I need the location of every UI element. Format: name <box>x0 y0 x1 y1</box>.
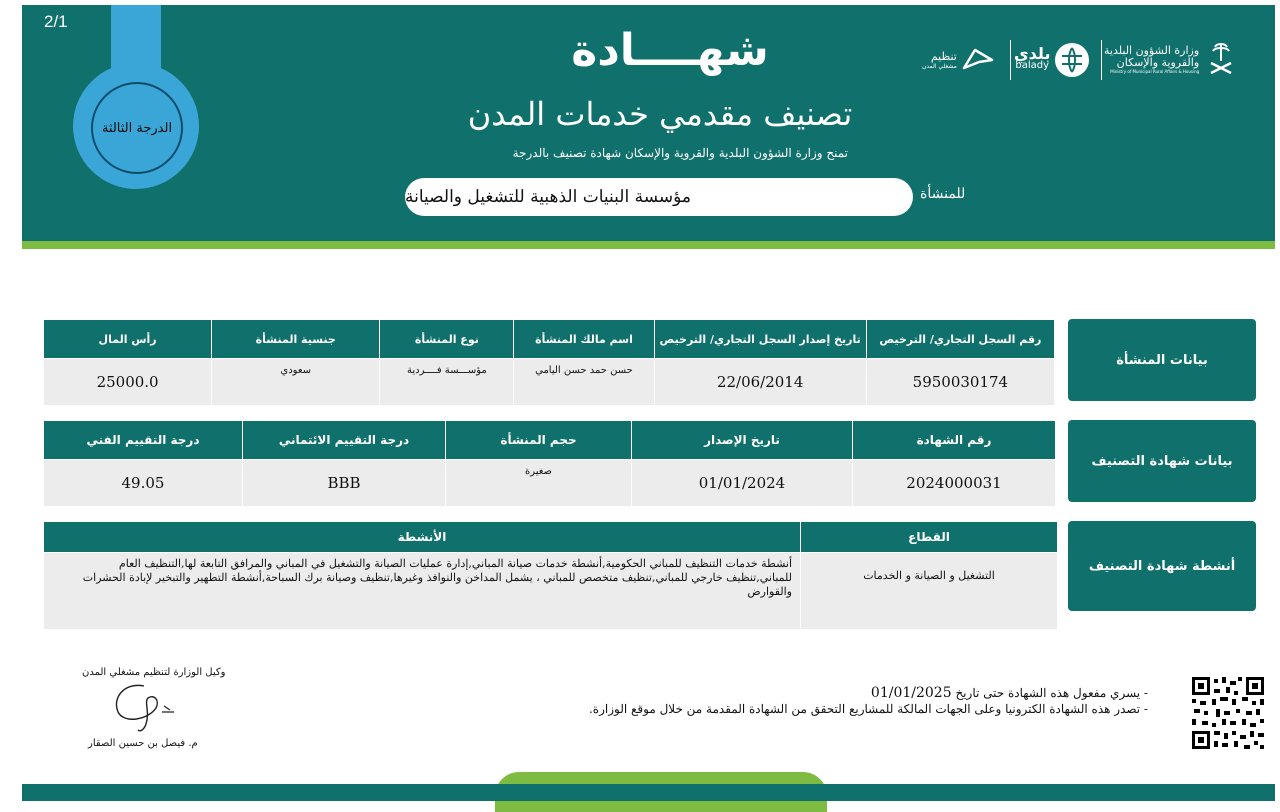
cell-technical-rating: 49.05 <box>44 460 243 507</box>
cell-cr-number: 5950030174 <box>866 359 1054 406</box>
entity-name: مؤسسة البنيات الذهبية للتشغيل والصيانة <box>405 187 691 207</box>
validity-prefix: - يسري مفعول هذه الشهادة حتى تاريخ <box>955 686 1148 700</box>
cell-entity-size: صغيرة <box>446 460 632 507</box>
ministry-logo-en: Ministry of Municipal Rural Affairs & Housing <box>1110 68 1200 74</box>
cell-cr-issue-date: 22/06/2014 <box>654 359 866 406</box>
validity-notes <box>588 685 1148 717</box>
cell-credit-rating: BBB <box>243 460 446 507</box>
baladi-logo-ar: بلدي <box>1014 44 1051 63</box>
table-row <box>44 359 1055 406</box>
header-credit-rating: درجة التقييم الائتماني <box>243 421 446 460</box>
cell-certificate-number: 2024000031 <box>853 460 1056 507</box>
ministry-logo-line2: والقروية والإسكان <box>1116 55 1200 69</box>
certificate-subtitle: تصنيف مقدمي خدمات المدن <box>467 95 853 133</box>
tanzeem-logo-icon <box>961 46 995 74</box>
ministry-logo-line1: وزارة الشؤون البلدية <box>1104 43 1200 57</box>
certificate-title: شهــــادة <box>571 25 769 76</box>
header-accent-line <box>22 241 1275 249</box>
section-label-activities: أنشطة شهادة التصنيف <box>1068 521 1256 611</box>
cell-sector: التشغيل و الصيانة و الخدمات <box>801 553 1058 630</box>
footer-bar <box>22 784 1275 801</box>
cell-capital: 25000.0 <box>44 359 212 406</box>
header-certificate-number: رقم الشهادة <box>853 421 1056 460</box>
table-row <box>44 553 1058 630</box>
validity-line <box>588 685 1148 701</box>
tanzeem-logo-line2: مشغلي المدن <box>922 62 957 70</box>
verification-note: - تصدر هذه الشهادة الكترونيا وعلى الجهات المالكة للمشاريع التحقق من الشهادة المقدمة من خلال موقع الوزارة. <box>588 702 1148 716</box>
header-issue-date: تاريخ الإصدار <box>632 421 853 460</box>
cell-nationality: سعودي <box>212 359 380 406</box>
header-sector: القطاع <box>801 522 1058 553</box>
cell-owner-name: حسن حمد حسن اليامي <box>514 359 654 406</box>
baladi-logo <box>1014 38 1098 82</box>
validity-date: 01/01/2025 <box>870 685 952 701</box>
section-label-classification-data: بيانات شهادة التصنيف <box>1068 420 1256 502</box>
qr-code-icon[interactable] <box>1190 675 1266 751</box>
table-row <box>44 460 1056 507</box>
header-activities: الأنشطة <box>44 522 801 553</box>
entity-label: للمنشأة <box>920 186 966 202</box>
header-capital: رأس المال <box>44 320 212 359</box>
badge-ribbon <box>111 5 161 80</box>
classification-data-table <box>43 420 1056 507</box>
table-header-row <box>44 320 1055 359</box>
header-cr-number: رقم السجل التجاري/ الترخيص <box>866 320 1054 359</box>
page-indicator: 2/1 <box>44 12 68 31</box>
table-header-row <box>44 421 1056 460</box>
cell-activities: أنشطة خدمات التنظيف للمباني الحكومية,أنشطة خدمات صيانة المباني,إدارة عمليات الصيانة والتشغيل في المباني والمرافق التابعة لها,التنظيف العام للمباني,تنظيف خارجي للمباني,تنظيف متخصص للمباني ، يشمل المداخن والنوافذ وغيرها,تنظيف وصيانة برك السباحة,أنشطة التطهير والتبخير لإبادة الحشرات والقوارض <box>44 553 801 630</box>
baladi-logo-en: balady <box>1015 60 1050 71</box>
baladi-logo-icon <box>1054 42 1090 78</box>
logo-separator <box>1010 40 1011 80</box>
signer-name: م. فيصل بن حسين الصقار <box>88 738 198 749</box>
header-entity-size: حجم المنشأة <box>446 421 632 460</box>
ministry-emblem-icon <box>1205 39 1237 79</box>
grade-badge-label: الدرجة الثالثة <box>91 82 183 174</box>
table-header-row <box>44 522 1058 553</box>
cell-entity-type: مؤســـسة فــــردية <box>380 359 514 406</box>
entity-data-table <box>43 319 1055 406</box>
header-entity-type: نوع المنشأة <box>380 320 514 359</box>
section-label-entity-data: بيانات المنشأة <box>1068 319 1256 401</box>
activities-table <box>43 521 1058 630</box>
entity-name-box <box>405 178 913 216</box>
header-technical-rating: درجة التقييم الفني <box>44 421 243 460</box>
certificate-description: تمنح وزارة الشؤون البلدية والقروية والإسكان شهادة تصنيف بالدرجة <box>512 146 848 160</box>
tanzeem-logo-line1: تنظيم <box>930 49 957 63</box>
signer-title: وكيل الوزارة لتنظيم مشغلي المدن <box>82 667 226 678</box>
logo-separator <box>1101 40 1102 80</box>
ministry-logo <box>1104 36 1244 82</box>
header-nationality: جنسية المنشأة <box>212 320 380 359</box>
cell-issue-date: 01/01/2024 <box>632 460 853 507</box>
signature-icon <box>104 680 184 735</box>
tanzeem-logo <box>922 38 1008 82</box>
header-owner-name: اسم مالك المنشأة <box>514 320 654 359</box>
header-cr-issue-date: تاريخ إصدار السجل التجاري/ الترخيص <box>654 320 866 359</box>
